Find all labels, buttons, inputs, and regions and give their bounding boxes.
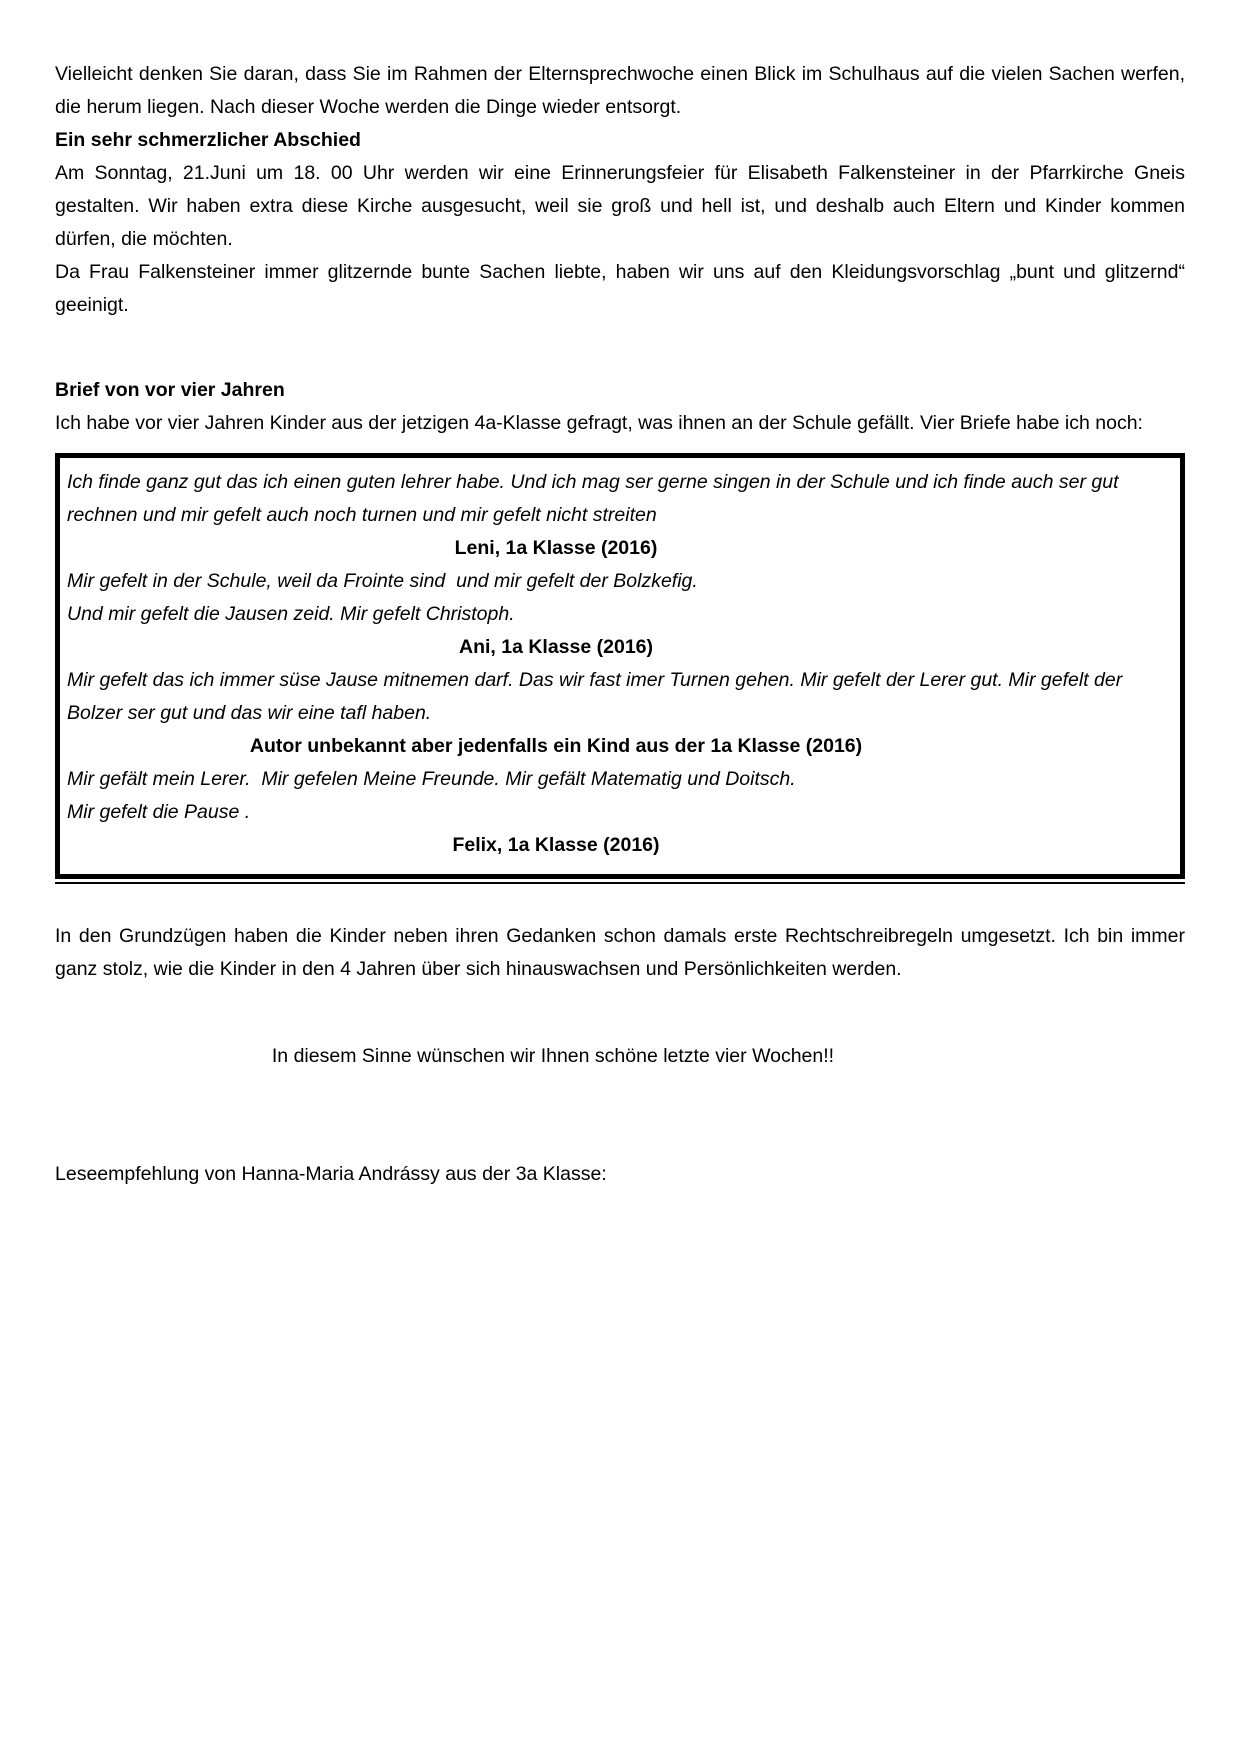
letters-box-outer-border (55, 453, 1185, 884)
farewell-paragraph-2: Da Frau Falkensteiner immer glitzernde bunte Sachen liebte, haben wir uns auf den Kleidungsvorschlag „bunt und glitzernd“ geeinigt. (55, 261, 1185, 316)
letters-heading: Brief von vor vier Jahren (55, 379, 285, 401)
letter-text: Mir gefelt das ich immer süse Jause mitnemen darf. Das wir fast imer Turnen gehen. Mir gefelt der Lerer gut. Mir gefelt der Bolzer ser gut und das wir eine tafl haben. (67, 669, 1128, 724)
letter-text: Mir gefelt die Pause . (67, 801, 251, 823)
letter-text: Ich finde ganz gut das ich einen guten lehrer habe. Und ich mag ser gerne singen in der Schule und ich finde auch ser gut rechnen und mir gefelt auch noch turnen und mir gefelt nicht streiten (67, 471, 1124, 526)
farewell-paragraph-1: Am Sonntag, 21.Juni um 18. 00 Uhr werden wir eine Erinnerungsfeier für Elisabeth Falkensteiner in der Pfarrkirche Gneis gestalten. Wir haben extra diese Kirche ausgesucht, weil sie groß und hell ist, und deshalb auch Eltern und Kinder kommen dürfen, die möchten. (55, 162, 1185, 250)
letters-box (55, 453, 1185, 879)
farewell-heading: Ein sehr schmerzlicher Abschied (55, 129, 361, 151)
closing-paragraph: In den Grundzügen haben die Kinder neben ihren Gedanken schon damals erste Rechtschreibregeln umgesetzt. Ich bin immer ganz stolz, wie die Kinder in den 4 Jahren über sich hinauswachsen und Persönlichkeiten werden. (55, 925, 1185, 980)
letter-author: Leni, 1a Klasse (2016) (454, 537, 658, 559)
letter-text: Mir gefält mein Lerer. Mir gefelen Meine Freunde. Mir gefält Matematig und Doitsch. (67, 768, 796, 790)
reading-recommendation: Leseempfehlung von Hanna-Maria Andrássy aus der 3a Klasse: (55, 1163, 607, 1185)
letters-intro: Ich habe vor vier Jahren Kinder aus der jetzigen 4a-Klasse gefragt, was ihnen an der Schule gefällt. Vier Briefe habe ich noch: (55, 412, 1143, 434)
intro-paragraph: Vielleicht denken Sie daran, dass Sie im Rahmen der Elternsprechwoche einen Blick im Schulhaus auf die vielen Sachen werfen, die herum liegen. Nach dieser Woche werden die Dinge wieder entsorgt. (55, 63, 1185, 118)
letter-text: Und mir gefelt die Jausen zeid. Mir gefelt Christoph. (67, 603, 515, 625)
letter-author: Ani, 1a Klasse (2016) (458, 636, 654, 658)
letter-author: Felix, 1a Klasse (2016) (452, 834, 660, 856)
letter-author: Autor unbekannt aber jedenfalls ein Kind aus der 1a Klasse (2016) (249, 735, 863, 757)
letter-text: Mir gefelt in der Schule, weil da Frointe sind und mir gefelt der Bolzkefig. (67, 570, 698, 592)
wish-line: In diesem Sinne wünschen wir Ihnen schöne letzte vier Wochen!! (271, 1045, 835, 1067)
